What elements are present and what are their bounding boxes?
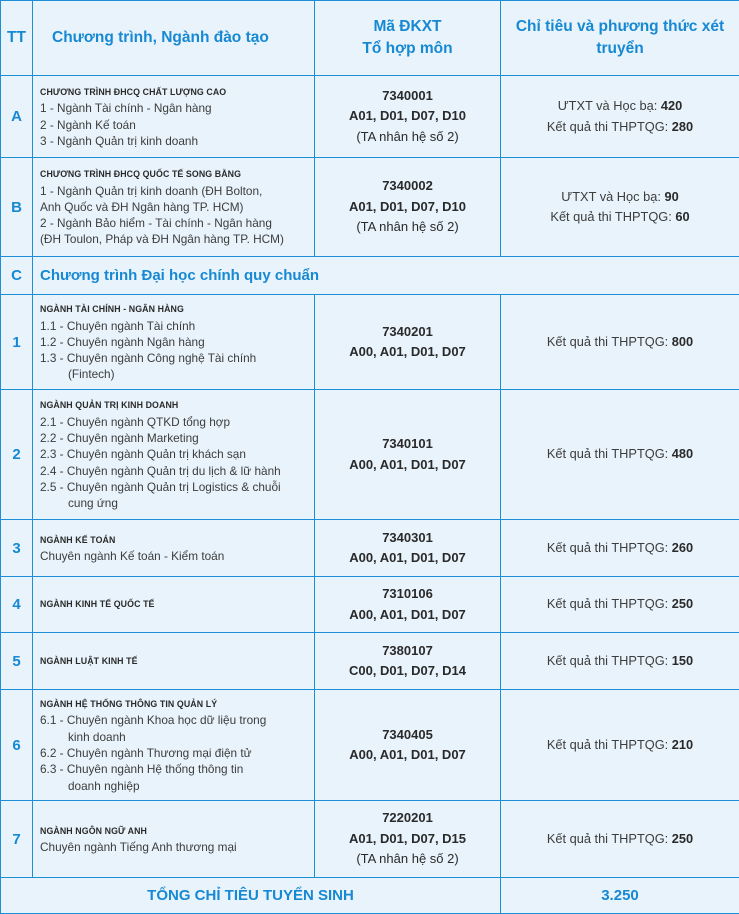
quota-cell [501, 690, 739, 801]
header-code-line1: Mã ĐKXT [315, 16, 500, 38]
quota-value: 800 [672, 334, 693, 349]
program-cell [33, 76, 315, 158]
header-code [315, 1, 501, 76]
quota-label: ƯTXT và Học bạ: [561, 189, 664, 204]
total-row [1, 878, 739, 914]
code-cell [315, 295, 501, 390]
header-code-line2: Tổ hợp môn [315, 38, 500, 60]
quota-value: 480 [672, 446, 693, 461]
program-cell [33, 690, 315, 801]
quota-value: 250 [672, 596, 693, 611]
program-line: 1.2 - Chuyên ngành Ngân hàng [40, 334, 306, 350]
row-number: 5 [1, 633, 33, 690]
header-row [1, 1, 739, 76]
code-cell [315, 76, 501, 158]
header-quota-line1: Chỉ tiêu và phương thức xét [501, 16, 739, 38]
row-number: A [1, 76, 33, 158]
quota-label: Kết quả thi THPTQG: [547, 737, 672, 752]
total-value: 3.250 [501, 878, 739, 914]
program-line: (Fintech) [40, 366, 306, 382]
program-line: Anh Quốc và ĐH Ngân hàng TP. HCM) [40, 199, 306, 215]
subject-combo: A00, A01, D01, D07 [315, 455, 500, 476]
program-line: 2.1 - Chuyên ngành QTKD tổng hợp [40, 414, 306, 430]
subject-combo: A00, A01, D01, D07 [315, 548, 500, 569]
table-row [1, 76, 739, 158]
section-row [1, 257, 739, 295]
program-cell [33, 390, 315, 520]
row-number: 7 [1, 801, 33, 878]
code-cell [315, 801, 501, 878]
subject-combo: A01, D01, D07, D15 [315, 829, 500, 850]
table-row [1, 295, 739, 390]
program-code: 7340002 [315, 176, 500, 197]
program-cell [33, 633, 315, 690]
program-line: kinh doanh [40, 729, 306, 745]
program-title: CHƯƠNG TRÌNH ĐHCQ CHẤT LƯỢNG CAO [40, 84, 306, 100]
header-quota [501, 1, 739, 76]
program-line: 2.3 - Chuyên ngành Quản trị khách sạn [40, 446, 306, 462]
subject-combo: A00, A01, D01, D07 [315, 342, 500, 363]
subject-combo: A01, D01, D07, D10 [315, 106, 500, 127]
subject-combo: C00, D01, D07, D14 [315, 661, 500, 682]
quota-cell [501, 633, 739, 690]
quota-cell [501, 390, 739, 520]
program-line: Chuyên ngành Tiếng Anh thương mại [40, 839, 306, 855]
table-row [1, 577, 739, 633]
quota-cell [501, 801, 739, 878]
quota-cell [501, 158, 739, 257]
program-title: NGÀNH LUẬT KINH TẾ [40, 653, 306, 669]
table-row [1, 633, 739, 690]
program-line: 2.5 - Chuyên ngành Quản trị Logistics & chuỗi [40, 479, 306, 495]
quota-cell [501, 520, 739, 577]
program-code: 7220201 [315, 808, 500, 829]
table-row [1, 520, 739, 577]
row-number: 6 [1, 690, 33, 801]
quota-value: 280 [672, 119, 693, 134]
code-cell [315, 633, 501, 690]
program-title: NGÀNH NGÔN NGỮ ANH [40, 823, 306, 839]
program-cell [33, 520, 315, 577]
program-title: NGÀNH KINH TẾ QUỐC TẾ [40, 596, 306, 612]
header-tt: TT [1, 1, 33, 76]
quota-value: 60 [675, 209, 689, 224]
program-cell [33, 577, 315, 633]
quota-label: Kết quả thi THPTQG: [547, 119, 672, 134]
table-row [1, 158, 739, 257]
program-line: 3 - Ngành Quản trị kinh doanh [40, 133, 306, 149]
program-title: NGÀNH KẾ TOÁN [40, 532, 306, 548]
quota-value: 420 [661, 98, 682, 113]
quota-cell [501, 76, 739, 158]
quota-label: Kết quả thi THPTQG: [547, 334, 672, 349]
program-line: 1.1 - Chuyên ngành Tài chính [40, 318, 306, 334]
program-title: NGÀNH HỆ THỐNG THÔNG TIN QUẢN LÝ [40, 696, 306, 712]
program-cell [33, 801, 315, 878]
program-code: 7340101 [315, 434, 500, 455]
quota-cell [501, 295, 739, 390]
program-line: 2 - Ngành Kế toán [40, 117, 306, 133]
program-line: 2.2 - Chuyên ngành Marketing [40, 430, 306, 446]
code-cell [315, 158, 501, 257]
header-quota-line2: truyển [501, 38, 739, 60]
table-row [1, 801, 739, 878]
program-title: NGÀNH QUẢN TRỊ KINH DOANH [40, 397, 306, 413]
code-cell [315, 690, 501, 801]
program-line: 1 - Ngành Tài chính - Ngân hàng [40, 100, 306, 116]
program-line: 6.2 - Chuyên ngành Thương mại điện tử [40, 745, 306, 761]
code-cell [315, 577, 501, 633]
program-line: 6.1 - Chuyên ngành Khoa học dữ liệu trong [40, 712, 306, 728]
row-number: 1 [1, 295, 33, 390]
row-number: B [1, 158, 33, 257]
subject-combo: A01, D01, D07, D10 [315, 197, 500, 218]
quota-value: 210 [672, 737, 693, 752]
english-note: (TA nhân hệ số 2) [315, 217, 500, 238]
quota-label: Kết quả thi THPTQG: [547, 596, 672, 611]
program-code: 7340001 [315, 86, 500, 107]
program-code: 7340201 [315, 322, 500, 343]
program-cell [33, 158, 315, 257]
code-cell [315, 390, 501, 520]
quota-value: 90 [664, 189, 678, 204]
code-cell [315, 520, 501, 577]
quota-cell [501, 577, 739, 633]
quota-label: Kết quả thi THPTQG: [547, 831, 672, 846]
program-line: 2 - Ngành Bảo hiểm - Tài chính - Ngân hàng [40, 215, 306, 231]
english-note: (TA nhân hệ số 2) [315, 127, 500, 148]
program-line: doanh nghiệp [40, 778, 306, 794]
quota-label: Kết quả thi THPTQG: [547, 446, 672, 461]
quota-value: 150 [672, 653, 693, 668]
english-note: (TA nhân hệ số 2) [315, 849, 500, 870]
program-code: 7380107 [315, 641, 500, 662]
row-number: 2 [1, 390, 33, 520]
table-row [1, 690, 739, 801]
program-line: 1 - Ngành Quản trị kinh doanh (ĐH Bolton, [40, 183, 306, 199]
quota-label: ƯTXT và Học bạ: [558, 98, 661, 113]
subject-combo: A00, A01, D01, D07 [315, 605, 500, 626]
row-number: 3 [1, 520, 33, 577]
header-program: Chương trình, Ngành đào tạo [33, 1, 315, 76]
program-line: Chuyên ngành Kế toán - Kiểm toán [40, 548, 306, 564]
table-row [1, 390, 739, 520]
quota-value: 250 [672, 831, 693, 846]
section-title: Chương trình Đại học chính quy chuẩn [33, 257, 739, 295]
program-cell [33, 295, 315, 390]
total-label: TỔNG CHỈ TIÊU TUYỂN SINH [1, 878, 501, 914]
row-number: C [1, 257, 33, 295]
program-code: 7310106 [315, 584, 500, 605]
program-line: 2.4 - Chuyên ngành Quản trị du lịch & lữ hành [40, 463, 306, 479]
quota-label: Kết quả thi THPTQG: [550, 209, 675, 224]
program-line: (ĐH Toulon, Pháp và ĐH Ngân hàng TP. HCM) [40, 231, 306, 247]
program-line: cung ứng [40, 495, 306, 511]
program-title: NGÀNH TÀI CHÍNH - NGÂN HÀNG [40, 301, 306, 317]
subject-combo: A00, A01, D01, D07 [315, 745, 500, 766]
program-code: 7340405 [315, 725, 500, 746]
program-line: 1.3 - Chuyên ngành Công nghệ Tài chính [40, 350, 306, 366]
program-line: 6.3 - Chuyên ngành Hệ thống thông tin [40, 761, 306, 777]
quota-label: Kết quả thi THPTQG: [547, 540, 672, 555]
row-number: 4 [1, 577, 33, 633]
program-title: CHƯƠNG TRÌNH ĐHCQ QUỐC TẾ SONG BẰNG [40, 166, 306, 182]
program-code: 7340301 [315, 528, 500, 549]
quota-value: 260 [672, 540, 693, 555]
quota-label: Kết quả thi THPTQG: [547, 653, 672, 668]
